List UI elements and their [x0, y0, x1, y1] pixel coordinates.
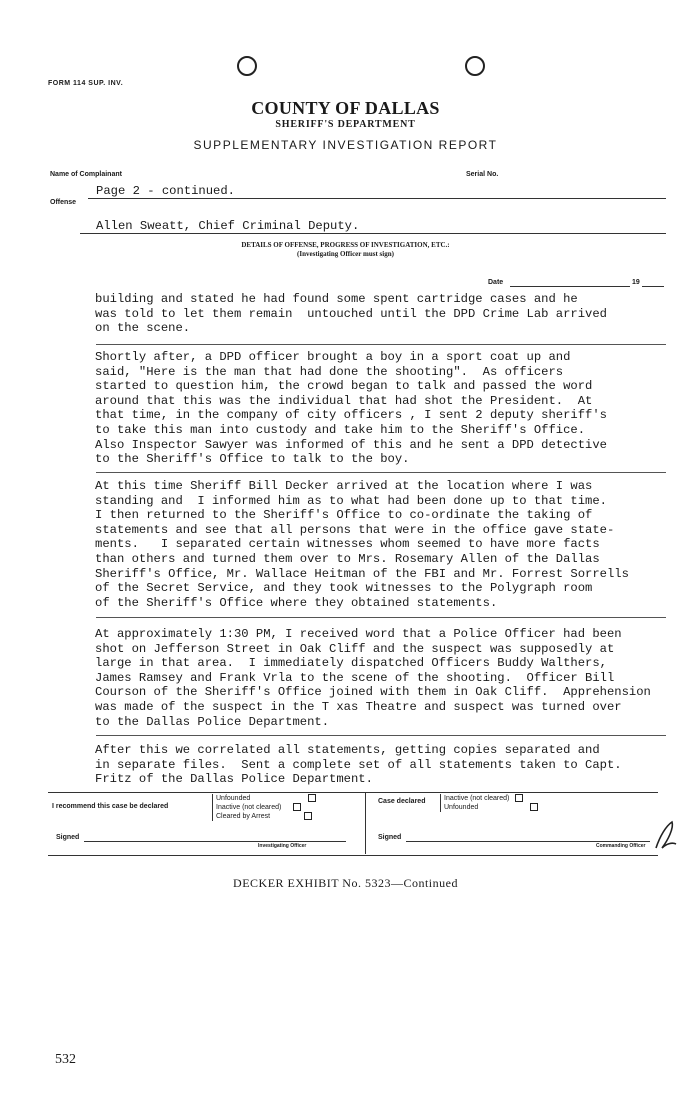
- year-label: 19: [632, 279, 640, 286]
- department-title: SHERIFF'S DEPARTMENT: [275, 119, 416, 130]
- separator-rule: [96, 472, 666, 473]
- body-line: I then returned to the Sheriff's Office to co-ordinate the taking of: [95, 508, 593, 523]
- separator-rule: [96, 344, 666, 345]
- punch-hole-left: [237, 56, 257, 76]
- case-declared-options: [440, 794, 538, 812]
- body-line: was told to let them remain untouched until the DPD Crime Lab arrived: [95, 306, 607, 321]
- body-paragraph-4: [95, 627, 651, 729]
- county-title: COUNTY OF DALLAS: [251, 98, 440, 118]
- body-line: standing and I informed him as to what had been done up to that time.: [95, 493, 607, 508]
- option-cleared: Cleared by Arrest: [216, 812, 316, 821]
- disposition-divider: [365, 792, 366, 854]
- body-line: At this time Sheriff Bill Decker arrived at the location where I was: [95, 479, 593, 493]
- body-line: in separate files. Sent a complete set of all statements taken to Capt.: [95, 757, 622, 772]
- body-paragraph-2: [95, 350, 607, 467]
- complainant-value: Page 2 - continued.: [96, 184, 235, 198]
- body-line: that time, in the company of city officers , I sent 2 deputy sheriff's: [95, 408, 607, 423]
- body-line: on the scene.: [95, 321, 191, 336]
- investigating-officer-caption: Investigating Officer: [258, 843, 307, 849]
- body-line: large in that area. I immediately dispatched Officers Buddy Walthers,: [95, 656, 607, 671]
- year-rule: [642, 286, 664, 287]
- exhibit-caption: DECKER EXHIBIT No. 5323—Continued: [233, 876, 458, 890]
- punch-hole-right: [465, 56, 485, 76]
- page-number: 532: [55, 1052, 76, 1067]
- offense-value: Allen Sweatt, Chief Criminal Deputy.: [96, 219, 360, 233]
- commanding-officer-caption: Commanding Officer: [596, 843, 646, 849]
- body-line: At approximately 1:30 PM, I received word that a Police Officer had been: [95, 627, 622, 641]
- report-title: SUPPLEMENTARY INVESTIGATION REPORT: [193, 138, 498, 152]
- body-line: ments. I separated certain witnesses whom seemed to have more facts: [95, 537, 600, 552]
- separator-rule: [96, 617, 666, 618]
- body-line: statements and see that all persons that were in the office gave state-: [95, 522, 615, 537]
- body-line: to the Dallas Police Department.: [95, 714, 330, 729]
- option-unfounded: Unfounded: [216, 794, 316, 803]
- signed-rule-right: [406, 841, 650, 842]
- offense-label: Offense: [50, 199, 77, 206]
- body-line: Fritz of the Dallas Police Department.: [95, 772, 373, 787]
- body-line: After this we correlated all statements, getting copies separated and: [95, 743, 600, 757]
- option-unfounded-right: Unfounded: [444, 803, 538, 812]
- case-declared-label: Case declared: [378, 798, 426, 805]
- recommend-options: [212, 794, 316, 821]
- body-line: James Ramsey and Frank Vrla to the scene of the shooting. Officer Bill: [95, 670, 615, 685]
- checkbox-cleared[interactable]: [304, 812, 312, 820]
- signed-rule-left: [84, 841, 346, 842]
- body-paragraph-1: [95, 292, 607, 336]
- body-line: Sheriff's Office, Mr. Wallace Heitman of the FBI and Mr. Forrest Sorrells: [95, 566, 629, 581]
- option-inactive: Inactive (not cleared): [216, 803, 316, 812]
- signed-label-left: Signed: [56, 834, 80, 841]
- body-line: Shortly after, a DPD officer brought a boy in a sport coat up and: [95, 350, 571, 364]
- disposition-box: [48, 792, 658, 856]
- body-line: Courson of the Sheriff's Office joined with them in Oak Cliff. Apprehension: [95, 685, 651, 700]
- form-number: FORM 114 SUP. INV.: [48, 80, 124, 87]
- option-inactive-right: Inactive (not cleared): [444, 794, 538, 803]
- body-line: said, "Here is the man that had done the shooting". As officers: [95, 364, 564, 379]
- body-line: shot on Jefferson Street in Oak Cliff and the suspect was supposedly at: [95, 641, 615, 656]
- checkbox-unfounded-right[interactable]: [530, 803, 538, 811]
- body-line: to take this man into custody and take him to the Sheriff's Office.: [95, 422, 586, 437]
- complainant-label: Name of Complainant: [50, 171, 122, 178]
- recommend-label: I recommend this case be declared: [52, 803, 169, 810]
- body-line: than others and turned them over to Mrs. Rosemary Allen of the Dallas: [95, 551, 600, 566]
- date-label: Date: [488, 279, 504, 286]
- details-subheading: (Investigating Officer must sign): [297, 250, 394, 258]
- body-line: Also Inspector Sawyer was informed of this and he sent a DPD detective: [95, 437, 607, 452]
- date-rule: [510, 286, 630, 287]
- handwritten-initial-signature: [650, 818, 680, 852]
- body-line: to the Sheriff's Office to talk to the boy.: [95, 452, 410, 467]
- checkbox-inactive-right[interactable]: [515, 794, 523, 802]
- body-line: started to question him, the crowd began to talk and passed the word: [95, 379, 593, 394]
- body-line: around that this was the individual that had shot the President. At: [95, 393, 593, 408]
- checkbox-unfounded[interactable]: [308, 794, 316, 802]
- body-line: was made of the suspect in the T xas Theatre and suspect was turned over: [95, 699, 622, 714]
- serial-label: Serial No.: [466, 171, 499, 178]
- body-paragraph-3: [95, 479, 629, 610]
- complainant-rule: [88, 198, 666, 199]
- body-line: of the Sheriff's Office where they obtained statements.: [95, 595, 498, 610]
- body-line: building and stated he had found some spent cartridge cases and he: [95, 292, 578, 306]
- body-line: of the Secret Service, and they took witnesses to the Polygraph room: [95, 581, 593, 596]
- checkbox-inactive[interactable]: [293, 803, 301, 811]
- signed-label-right: Signed: [378, 834, 402, 841]
- separator-rule: [96, 735, 666, 736]
- offense-rule: [80, 233, 666, 234]
- body-paragraph-5: [95, 743, 622, 787]
- details-heading: DETAILS OF OFFENSE, PROGRESS OF INVESTIGATION, ETC.:: [241, 241, 450, 249]
